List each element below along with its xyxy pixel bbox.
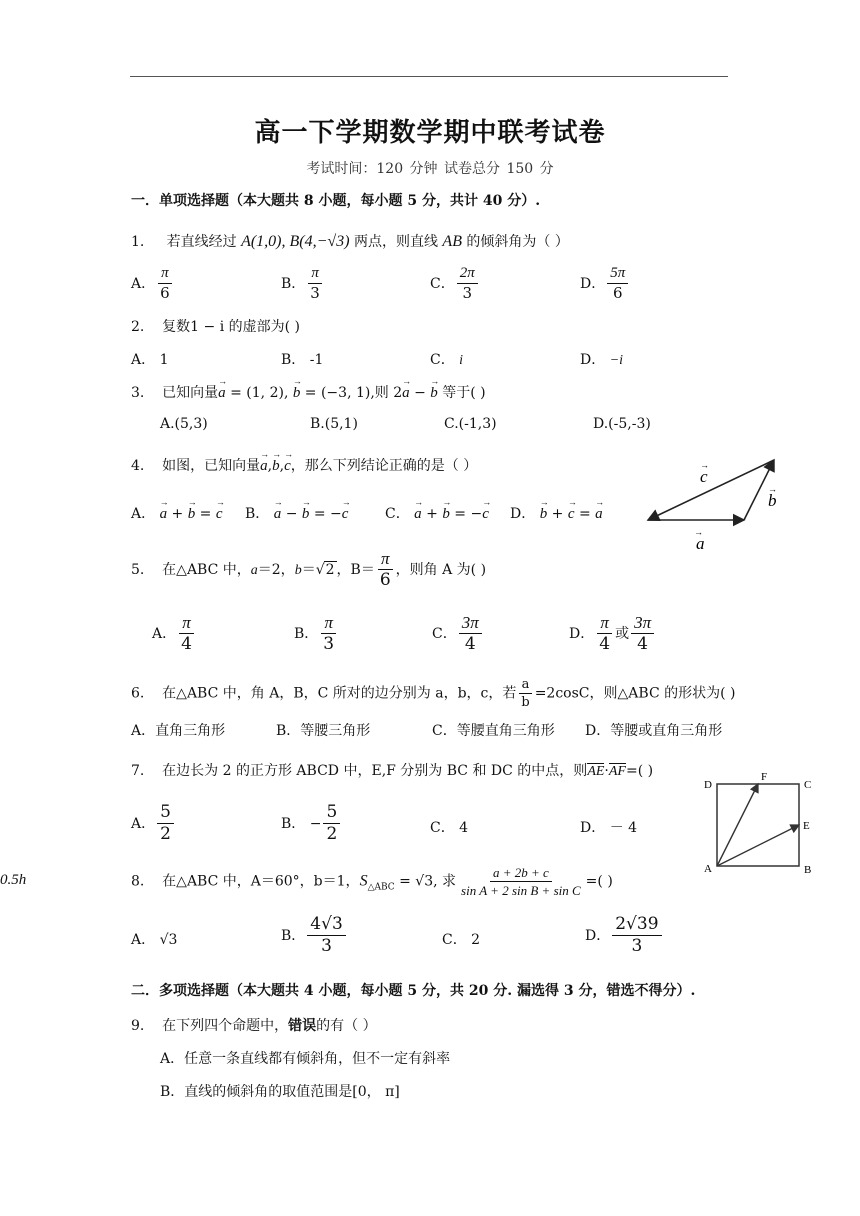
question-text: 在△ABC 中，A＝60°，b＝1，: [162, 873, 360, 890]
question-number: 3.: [131, 385, 145, 401]
math-expr: =2cosC: [534, 685, 590, 702]
exam-title: 高一下学期数学期中联考试卷: [254, 118, 606, 148]
question-text: 的有（ ）: [316, 1018, 377, 1034]
q5-option-d[interactable]: D． $\frac{\pi}{4}$ 或 $\frac{3\pi}{4}$: [569, 614, 656, 654]
vector-triangle-figure: [640, 450, 790, 560]
q3-option-d[interactable]: D.(-5,-3): [593, 416, 651, 432]
side-label: 0.5h: [0, 872, 27, 888]
q9-option-a[interactable]: A．任意一条直线都有倾斜角，但不一定有斜率: [160, 1051, 451, 1067]
points-expr: A(1,0), B(4,−√3): [241, 233, 350, 250]
sqrt-arg: 2: [325, 561, 335, 578]
question-4: 4. 如图，已知向量→ a,→ b,→ c，那么下列结论正确的是（ ）: [131, 455, 477, 475]
q7-option-c[interactable]: C． 4: [430, 820, 469, 836]
math-expr: ＝: [301, 561, 316, 578]
label-b: b: [768, 491, 777, 510]
vector-c-arrow: [648, 460, 774, 520]
q4-option-c[interactable]: C． → a + → b = −→ c: [385, 503, 489, 523]
question-5: 5. 在△ABC 中，a＝2，b＝√2 ，B＝ $\frac{\pi}{6}$ ，则角 A 为( ): [131, 549, 487, 590]
math-expr: = (1, 2),: [225, 385, 293, 401]
dot-operator: ·: [604, 763, 609, 779]
question-text: 在下列四个命题中，: [162, 1018, 289, 1034]
question-number: 8.: [131, 873, 145, 890]
question-text: 在△ABC 中，角 A，B，C 所对的边分别为 a，b，c，若: [162, 685, 517, 702]
question-text: 已知向量: [162, 385, 219, 401]
q4-option-b[interactable]: B． → a − → b = −→ c: [245, 503, 348, 523]
q9-option-b[interactable]: B．直线的倾斜角的取值范围是[0， π]: [160, 1084, 400, 1100]
q8-option-b[interactable]: B． $\frac{4√3}{3}$: [281, 916, 348, 956]
math-expr: = (−3, 1): [300, 385, 371, 401]
square-abcd-figure: [700, 766, 820, 878]
question-text: =( ): [585, 873, 613, 890]
question-number: 4.: [131, 458, 145, 474]
math-expr: = √3,: [394, 873, 438, 890]
vector-ae-arrow: [717, 825, 799, 866]
question-text: ，那么下列结论正确的是（ ）: [290, 458, 478, 474]
label-a: a: [696, 534, 705, 553]
q2-option-c[interactable]: C． i: [430, 352, 464, 368]
question-6: 6. 在△ABC 中，角 A，B，C 所对的边分别为 a，b，c，若 $\frac{a}{b}$ =2cosC，则△ABC 的形状为( ): [131, 677, 736, 710]
label-c: C: [804, 779, 812, 791]
square-outline: [717, 784, 799, 866]
top-rule: [130, 76, 728, 77]
question-number: 9.: [131, 1018, 145, 1034]
q1-option-c[interactable]: C． $\frac{2\pi}{3}$: [430, 266, 480, 302]
question-number: 7.: [131, 763, 145, 779]
exam-subtitle: 考试时间：120 分钟 试卷总分 150 分: [306, 161, 554, 177]
question-8: 8. 在△ABC 中，A＝60°，b＝1，$S_{\triangle ABC} = √3$, 求 $\frac{a + 2b + c}{\text{sin A + 2 sin B + sin C}}$ =( ): [131, 865, 613, 898]
vector-ae: AE: [587, 764, 605, 779]
question-number: 5.: [131, 561, 145, 578]
q2-option-a[interactable]: A． 1: [131, 352, 169, 368]
question-3: 3. 已知向量→ a = (1, 2), → b = (−3, 1),则 2→ a − → b 等于( ): [131, 382, 486, 402]
q8-option-c[interactable]: C． 2: [442, 932, 481, 948]
q4-option-d[interactable]: D． → b + → c = → a: [510, 503, 603, 523]
question-1: [131, 231, 569, 251]
question-text: 两点，则直线: [353, 234, 438, 250]
q7-option-a[interactable]: A． $\frac{5}{2}$: [131, 804, 176, 844]
math-var: b: [294, 562, 302, 578]
q4-option-a[interactable]: A． → a + → b = → c: [131, 503, 223, 523]
arrow-mark-c: →: [700, 460, 709, 470]
q3-option-a[interactable]: A.(5,3): [160, 416, 208, 432]
math-expr: ＝2，: [257, 561, 295, 578]
q2-option-b[interactable]: B． -1: [281, 352, 324, 368]
question-2: [131, 316, 300, 336]
area-subscript: △ABC: [367, 882, 395, 893]
q6-option-b[interactable]: B．等腰三角形: [276, 723, 371, 739]
label-d: D: [704, 779, 712, 791]
q5-option-a[interactable]: A． $\frac{\pi}{4}$: [152, 613, 192, 654]
question-number: 6.: [131, 685, 145, 702]
question-text: 在△ABC 中，: [162, 561, 251, 578]
q8-option-a[interactable]: A． √3: [131, 932, 178, 948]
q7-option-b[interactable]: B． − $\frac{5}{2}$: [281, 804, 342, 844]
section-1-heading: 一．单项选择题（本大题共 8 小题，每小题 5 分，共计 40 分）.: [131, 193, 541, 209]
q3-option-c[interactable]: C.(-1,3): [444, 416, 497, 432]
math-expr: ，B＝: [336, 561, 375, 578]
question-text: 复数1 − i 的虚部为( ): [162, 319, 301, 335]
q6-option-a[interactable]: A．直角三角形: [131, 723, 226, 739]
q1-option-b[interactable]: B． $\frac{\pi}{3}$: [281, 265, 320, 302]
question-text: 若直线经过: [166, 234, 237, 250]
q8-option-d[interactable]: D． $\frac{2√39}{3}$: [585, 916, 664, 956]
q1-option-a[interactable]: A． $\frac{\pi}{6}$: [131, 265, 170, 302]
q3-option-b[interactable]: B.(5,1): [310, 416, 358, 432]
question-text: ，则角 A 为( ): [395, 561, 487, 578]
math-var: a: [250, 562, 258, 578]
q6-option-c[interactable]: C．等腰直角三角形: [432, 723, 555, 739]
q7-option-d[interactable]: D． － 4: [580, 820, 638, 836]
emphasis-text: 错误: [288, 1018, 317, 1034]
question-text: 求: [442, 873, 457, 890]
question-text: 如图，已知向量: [162, 458, 261, 474]
vector-af: AF: [608, 764, 626, 779]
q5-option-c[interactable]: C． $\frac{3\pi}{4}$: [432, 614, 484, 654]
label-a: A: [704, 863, 712, 875]
q1-option-d[interactable]: D． $\frac{5\pi}{6}$: [580, 266, 630, 302]
area-symbol: S: [359, 872, 368, 890]
question-text: =( ): [625, 763, 654, 779]
question-text: 等于( ): [437, 385, 486, 401]
question-text: 的倾斜角为（ ）: [466, 234, 569, 250]
question-number: 2.: [131, 319, 145, 335]
question-text: ，则△ABC 的形状为( ): [589, 685, 736, 702]
label-b: B: [804, 864, 812, 876]
question-text: 在边长为 2 的正方形 ABCD 中，E,F 分别为 BC 和 DC 的中点，则: [162, 763, 588, 779]
question-text: ,则 2: [370, 385, 403, 401]
arrow-mark-b: →: [768, 484, 777, 494]
arrow-mark-a: →: [694, 527, 703, 537]
q2-option-d[interactable]: D． −i: [580, 352, 624, 368]
label-c: c: [700, 467, 708, 486]
line-name: AB: [442, 233, 462, 250]
label-e: E: [803, 820, 810, 832]
question-9: [131, 1015, 377, 1035]
q6-option-d[interactable]: D．等腰或直角三角形: [585, 723, 723, 739]
question-7: [131, 760, 653, 780]
section-2-heading: 二．多项选择题（本大题共 4 小题，每小题 5 分，共 20 分. 漏选得 3 分，错选不得分）.: [131, 983, 696, 999]
question-number: 1.: [131, 234, 145, 250]
label-f: F: [761, 771, 768, 783]
q5-option-b[interactable]: B． $\frac{\pi}{3}$: [294, 613, 335, 654]
vector-af-arrow: [717, 784, 758, 866]
